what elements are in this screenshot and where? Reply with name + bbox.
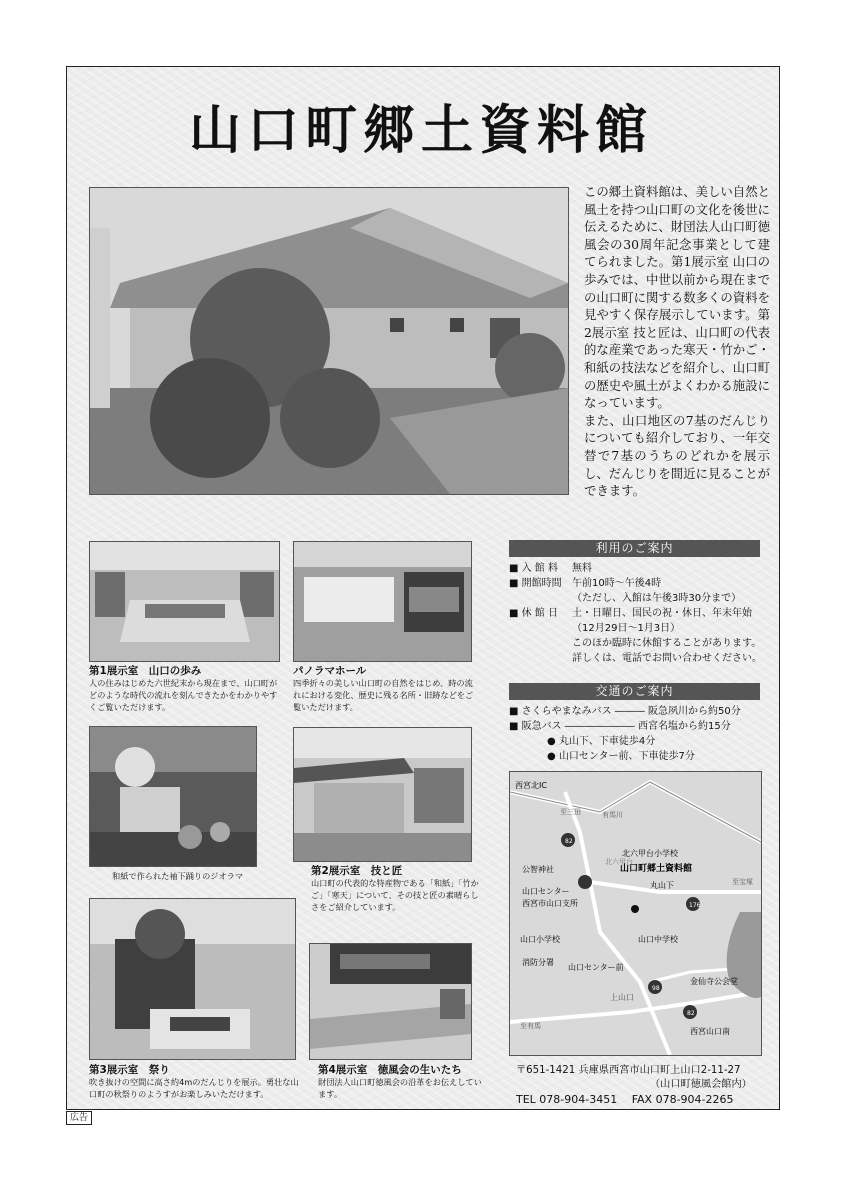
map-label-elementary: 山口小学校 <box>520 935 560 944</box>
room2-title: 第2展示室 技と匠 <box>311 865 403 877</box>
map-label-to-arima: 至有馬 <box>520 1022 541 1030</box>
diorama-caption: 和紙で作られた袖下踊りのジオラマ <box>112 871 244 881</box>
map-label-kochi-shrine: 公智神社 <box>522 865 554 874</box>
hours-note: （ただし、入館は午後3時30分まで） <box>572 593 742 604</box>
room1-photo <box>89 541 280 662</box>
usage-note-2: 詳しくは、電話でお問い合わせください。 <box>572 653 762 664</box>
room1-body: 人の住みはじめた六世紀末から現在まで、山口町がどのような時代の流れを刻んできたかをわかりやすくご覧いただけます。 <box>89 678 278 712</box>
route-176: 176 <box>689 902 701 909</box>
access-map <box>509 771 762 1056</box>
room2-photo <box>293 727 472 862</box>
route-98: 98 <box>652 985 660 992</box>
room4-body: 財団法人山口町徳風会の沿革をお伝えしています。 <box>318 1077 482 1099</box>
panorama-photo <box>293 541 472 662</box>
map-label-museum: 山口町郷土資料館 <box>620 864 693 874</box>
fee-value: 無料 <box>572 563 592 574</box>
map-label-to-takarazuka: 至宝塚 <box>732 878 753 886</box>
address-org: （山口町徳風会館内） <box>650 1079 752 1090</box>
usage-note-1: このほか臨時に休館することがあります。 <box>572 638 762 649</box>
intro-paragraph-2: また、山口地区の7基のだんじりについても紹介しており、一年交替で7基のうちのどれかを展示し、だんじりを間近に見ることができます。 <box>584 412 770 499</box>
map-label-arima-river: 有馬川 <box>602 811 623 819</box>
map-label-kinsenji: 金仙寺公会堂 <box>690 977 738 986</box>
stop-maruyamashita: ● 丸山下、下車徒歩4分 <box>547 736 656 747</box>
route-82-south: 82 <box>687 1010 695 1017</box>
route-82-north: 82 <box>565 838 573 845</box>
diorama-photo <box>89 726 257 867</box>
intro-text <box>584 183 770 500</box>
bus-hankyu: ■ 阪急バス ――――――― 西宮名塩から約15分 <box>509 721 731 732</box>
ad-label: 広告 <box>66 1111 92 1125</box>
access-heading: 交通のご案内 <box>509 683 760 700</box>
room4-photo <box>309 943 472 1060</box>
room3-title: 第3展示室 祭り <box>89 1064 170 1076</box>
fee-label: ■ 入 館 料 <box>509 563 558 574</box>
closed-label: ■ 休 館 日 <box>509 608 558 619</box>
room3-photo <box>89 898 296 1060</box>
stop-yamaguchi-center: ● 山口センター前、下車徒歩7分 <box>547 751 695 762</box>
map-label-shisho: 西宮市山口支所 <box>522 899 578 908</box>
room2-body: 山口町の代表的な特産物である「和紙」「竹かご」「寒天」について、その技と匠の素晴らしさをご紹介しています。 <box>311 878 479 912</box>
hours-value: 午前10時〜午後4時 <box>572 578 662 589</box>
map-label-center-mae: 山口センター前 <box>568 963 624 972</box>
intro-paragraph-1: この郷土資料館は、美しい自然と風土を持つ山口町の文化を後世に伝えるために、財団法人山口町徳風会の30周年記念事業として建てられました。第1展示室 山口の歩みでは、中世以前から現在までの山口町に関する数多くの資料を見やすく保存展示しています。第2展示室 技と匠は、山口町の代表的な産業であった寒天・竹かご・和紙の技法などを紹介し、山口町の歴史や風土がよくわかる施設になっています。 <box>584 184 770 411</box>
hours-label: ■ 開館時間 <box>509 578 562 589</box>
usage-heading: 利用のご案内 <box>509 540 760 557</box>
closed-value: 土・日曜日、国民の祝・休日、年末年始 <box>572 608 752 619</box>
address: 〒651-1421 兵庫県西宮市山口町上山口2-11-27 <box>516 1065 741 1076</box>
map-label-yamaguchi-center: 山口センター <box>522 887 570 896</box>
map-label-fire-station: 消防分署 <box>522 958 554 967</box>
map-label-to-sanda: 至三田 <box>560 808 581 816</box>
map-label-yamaguchi-minami: 西宮山口南 <box>690 1027 730 1036</box>
map-label-maruyamashita: 丸山下 <box>650 881 674 890</box>
room3-body: 吹き抜けの空間に高さ約4mのだんじりを展示。勇壮な山口町の秋祭りのようすがお楽しみいただけます。 <box>89 1077 299 1099</box>
page-title: 山口町郷土資料館 <box>188 100 653 161</box>
map-label-junior-high: 山口中学校 <box>638 935 678 944</box>
building-photo <box>89 187 569 495</box>
map-label-kitarokkodai: 北六甲台 <box>605 858 633 866</box>
bus-sakura: ■ さくらやまなみバス ――― 阪急夙川から約50分 <box>509 706 741 717</box>
panorama-title: パノラマホール <box>293 665 367 677</box>
panorama-body: 四季折々の美しい山口町の自然をはじめ、時の流れにおける変化、歴史に残る名所・旧跡などをご覧いただけます。 <box>293 678 474 712</box>
map-label-kamiyamaguchi: 上山口 <box>610 993 634 1002</box>
contact-tel-fax: TEL 078-904-3451 FAX 078-904-2265 <box>516 1093 734 1106</box>
room4-title: 第4展示室 徳風会の生いたち <box>318 1064 462 1076</box>
map-label-kitarokko-school: 北六甲台小学校 <box>622 849 678 858</box>
room1-title: 第1展示室 山口の歩み <box>89 665 202 677</box>
closed-note: （12月29日〜1月3日） <box>572 623 681 634</box>
map-label-nishinomiya-kita-ic: 西宮北IC <box>515 781 547 790</box>
